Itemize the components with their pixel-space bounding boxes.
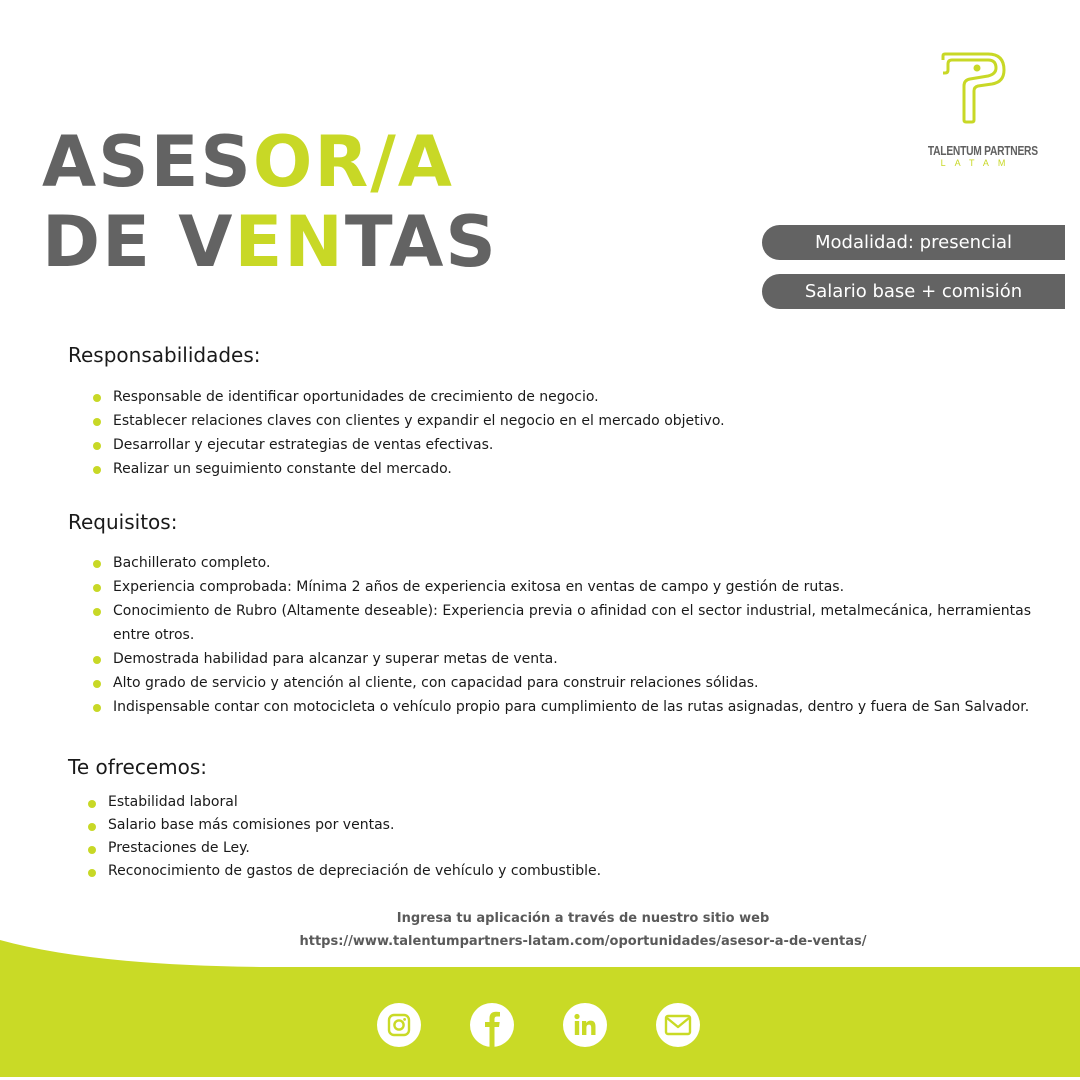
email-icon [664, 1014, 692, 1036]
list-item: Desarrollar y ejecutar estrategias de ventas efectivas. [113, 433, 1031, 457]
requirements-list [113, 551, 1031, 719]
section-title-responsibilities: Responsabilidades: [68, 343, 261, 367]
job-title-line-2 [42, 202, 498, 282]
list-item: Estabilidad laboral [108, 791, 1026, 814]
title-accent-part: EN [234, 201, 345, 283]
list-item: Responsable de identificar oportunidades de crecimiento de negocio. [113, 385, 1031, 409]
list-item: Bachillerato completo. [113, 551, 1031, 575]
application-url-link[interactable]: https://www.talentumpartners-latam.com/oportunidades/asesor-a-de-ventas/ [299, 934, 867, 949]
social-links [377, 1003, 700, 1047]
instagram-button[interactable] [377, 1003, 421, 1047]
list-item: Prestaciones de Ley. [108, 837, 1026, 860]
section-title-benefits: Te ofrecemos: [68, 755, 208, 779]
list-item: Indispensable contar con motocicleta o vehículo propio para cumplimiento de las rutas asignadas, dentro y fuera de San Salvador. [113, 695, 1031, 719]
facebook-button[interactable] [470, 1003, 514, 1047]
list-item: Conocimiento de Rubro (Altamente deseable): Experiencia previa o afinidad con el sector industrial, metalmecánica, herramientas entre otros. [113, 599, 1031, 647]
modality-tag: Modalidad: presencial [762, 225, 1065, 260]
job-title [42, 122, 498, 282]
email-button[interactable] [656, 1003, 700, 1047]
logo-subtitle: LATAM [940, 158, 1015, 168]
list-item: Alto grado de servicio y atención al cliente, con capacidad para construir relaciones sólidas. [113, 671, 1031, 695]
benefits-list [108, 791, 1026, 883]
list-item: Reconocimiento de gastos de depreciación de vehículo y combustible. [108, 860, 1026, 883]
list-item: Demostrada habilidad para alcanzar y superar metas de venta. [113, 647, 1031, 671]
list-item: Experiencia comprobada: Mínima 2 años de experiencia exitosa en ventas de campo y gestión de rutas. [113, 575, 1031, 599]
logo-name: TALENTUM PARTNERS [927, 144, 1038, 158]
title-gray-part: DE V [42, 201, 235, 283]
job-title-line-1 [42, 122, 498, 202]
list-item: Realizar un seguimiento constante del mercado. [113, 457, 1031, 481]
list-item: Establecer relaciones claves con clientes y expandir el negocio en el mercado objetivo. [113, 409, 1031, 433]
instagram-icon [386, 1012, 412, 1038]
title-accent-part: OR/A [252, 121, 454, 203]
linkedin-icon [572, 1012, 598, 1038]
title-gray-part: ASES [42, 121, 253, 203]
salary-tag: Salario base + comisión [762, 274, 1065, 309]
company-logo [918, 52, 1038, 168]
title-gray-part: TAS [344, 201, 498, 283]
facebook-icon [470, 1003, 514, 1047]
list-item: Salario base más comisiones por ventas. [108, 814, 1026, 837]
cta-text: Ingresa tu aplicación a través de nuestro sitio web [396, 911, 770, 926]
responsibilities-list [113, 385, 1031, 481]
linkedin-button[interactable] [563, 1003, 607, 1047]
talentum-logo-icon [938, 52, 1008, 126]
section-title-requirements: Requisitos: [68, 510, 178, 534]
